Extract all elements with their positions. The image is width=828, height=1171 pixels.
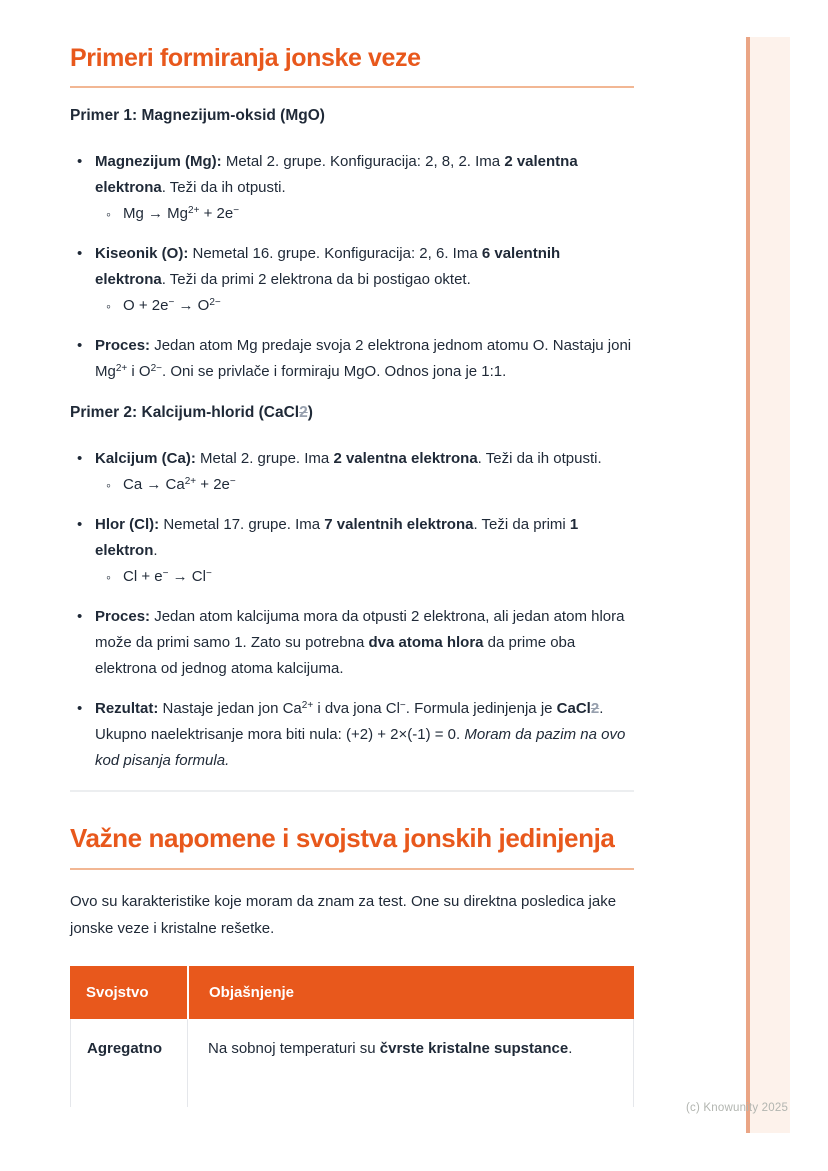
- list-item-text: Kiseonik (O): Nemetal 16. grupe. Konfiguracija: 2, 6. Ima 6 valentnih elektrona. Teži da primi 2 elektrona da bi postigao oktet.: [95, 245, 561, 288]
- property-cell: Agregatno: [70, 1019, 187, 1107]
- formula-item: [95, 472, 634, 498]
- list-item-magnezijum: [70, 149, 634, 227]
- heading-underline: [70, 86, 634, 88]
- properties-table: [70, 966, 634, 1107]
- formula-item: [95, 201, 634, 227]
- formula-item: [95, 293, 634, 319]
- formula-text: $Ca \to Ca^{2+} + 2e^-$: [123, 476, 236, 493]
- copyright-watermark: (c) Knowunity 2025: [686, 1102, 789, 1114]
- list-item-hlor: [70, 512, 634, 590]
- primer-1-list: [70, 149, 634, 385]
- list-item-kalcijum: [70, 446, 634, 498]
- intro-paragraph: Ovo su karakteristike koje moram da znam za test. One su direktna posledica jake jonske veze i kristalne rešetke.: [70, 893, 617, 937]
- heading-underline: [70, 868, 634, 870]
- section-title-vazne-napomene: Važne napomene i svojstva jonskih jedinjenja: [70, 823, 615, 853]
- list-item-text: Hlor (Cl): Nemetal 17. grupe. Ima 7 valentnih elektrona. Teži da primi 1 elektron.: [95, 516, 579, 559]
- formula-text: $O + 2e^- \to O^{2-}$: [123, 297, 221, 314]
- sub-list: [95, 472, 634, 498]
- list-item-text: Proces: Jedan atom Mg predaje svoja 2 elektrona jednom atomu O. Nastaju joni $Mg^{2+}$ i $O^{2-}$. Oni se privlače i formiraju MgO. Odnos jona je 1:1.: [95, 337, 632, 380]
- formula-item: [95, 564, 634, 590]
- section-divider: [70, 790, 634, 792]
- primer-1-subheading: Primer 1: Magnezijum-oksid (MgO): [70, 107, 325, 124]
- list-item-text: Magnezijum (Mg): Metal 2. grupe. Konfiguracija: 2, 8, 2. Ima 2 valentna elektrona. Teži da ih otpusti.: [95, 153, 578, 196]
- sub-list: [95, 564, 634, 590]
- list-item-rezultat: [70, 696, 634, 774]
- primer-2-subheading: Primer 2: Kalcijum-hlorid (CaCl2): [70, 404, 313, 421]
- list-item-kiseonik: [70, 241, 634, 319]
- list-item-text: Rezultat: Nastaje jedan jon $Ca^{2+}$ i dva jona Cl−. Formula jedinjenja je CaCl2. Ukupno naelektrisanje mora biti nula: (+2) + 2×(-1) = 0. Moram da pazim na ovo kod pisanja formula.: [95, 700, 626, 769]
- section-title-primeri: Primeri formiranja jonske veze: [70, 44, 421, 72]
- formula-text: $Mg \to Mg^{2+} + 2e^-$: [123, 205, 240, 222]
- primer-2-list: [70, 446, 634, 774]
- sub-list: [95, 201, 634, 227]
- table-header-row: [70, 966, 634, 1019]
- document-content: [70, 0, 634, 1107]
- table-header-objasnjenje: Objašnjenje: [187, 966, 634, 1019]
- next-page-edge-panel: [750, 37, 790, 1133]
- table-header-svojstvo: Svojstvo: [70, 966, 187, 1019]
- table-row-agregatno: [70, 1019, 634, 1107]
- list-item-text: Proces: Jedan atom kalcijuma mora da otpusti 2 elektrona, ali jedan atom hlora može da primi samo 1. Zato su potrebna dva atoma hlora da prime oba elektrona od jednog atoma kalcijuma.: [95, 608, 625, 677]
- sub-list: [95, 293, 634, 319]
- explanation-cell: Na sobnoj temperaturi su čvrste kristalne supstance.: [187, 1019, 634, 1107]
- list-item-proces-2: [70, 604, 634, 682]
- list-item-text: Kalcijum (Ca): Metal 2. grupe. Ima 2 valentna elektrona. Teži da ih otpusti.: [95, 450, 602, 467]
- list-item-proces-1: [70, 333, 634, 385]
- formula-text: Cl + e− → Cl−: [123, 568, 212, 585]
